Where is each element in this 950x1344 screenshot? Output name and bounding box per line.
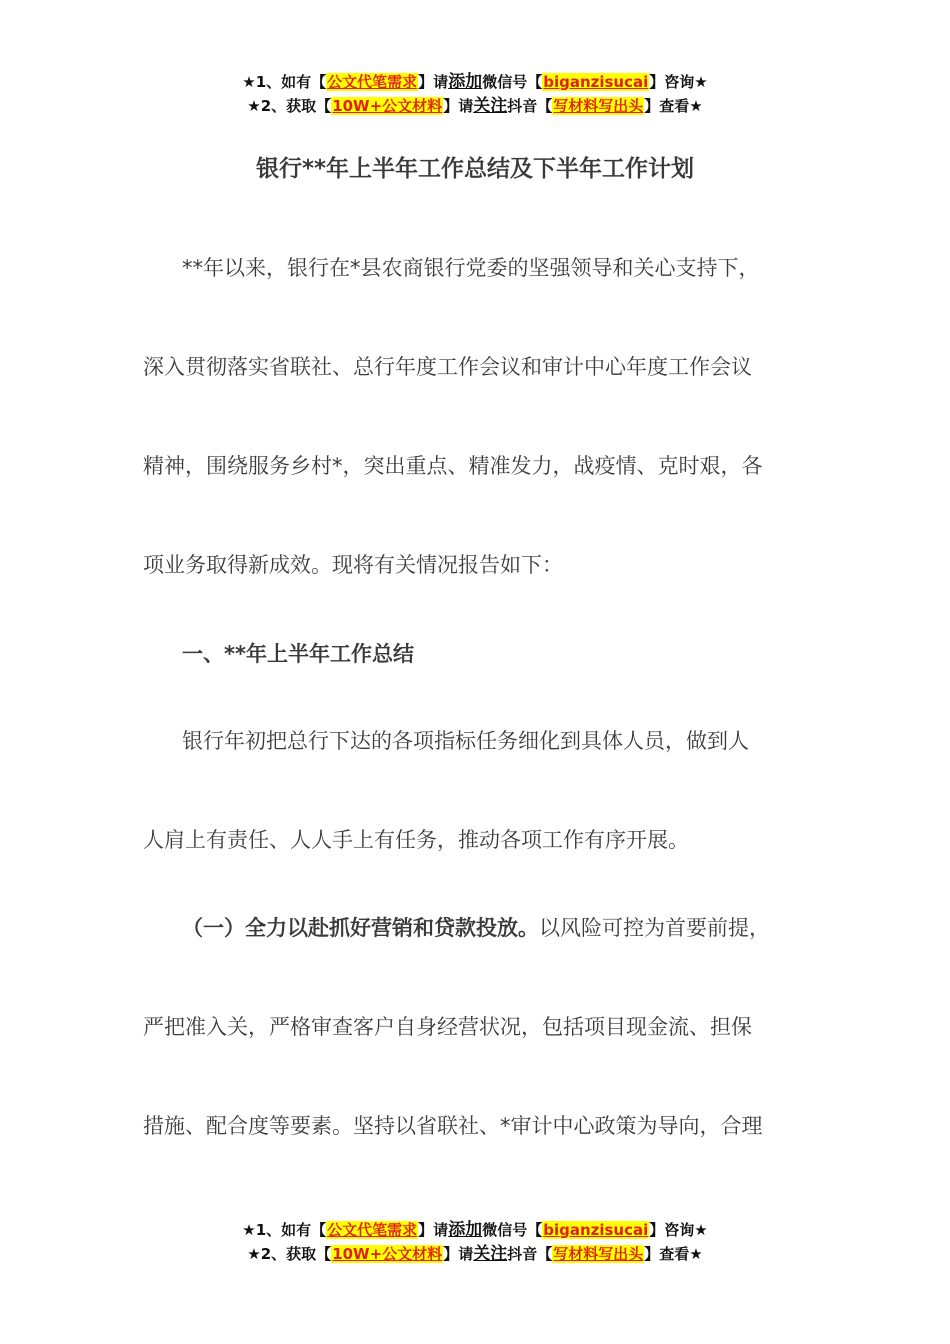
banner-text: 微信号【 — [482, 1221, 543, 1239]
banner-line-1 — [0, 1218, 950, 1242]
banner-underlined: 关注 — [473, 1244, 508, 1264]
subsection-heading: （一）全力以赴抓好营销和贷款投放。 — [182, 916, 539, 940]
banner-text: 微信号【 — [482, 73, 543, 91]
body-line: 项业务取得新成效。现将有关情况报告如下： — [143, 553, 563, 577]
banner-wechat-id: biganzisucai — [543, 1221, 649, 1239]
banner-highlight: 10W+公文材料 — [332, 1245, 443, 1263]
banner-text: 抖音【 — [507, 97, 553, 115]
banner-underlined: 添加 — [448, 1220, 483, 1240]
banner-wechat-id: biganzisucai — [543, 73, 649, 91]
banner-highlight: 公文代笔需求 — [327, 73, 418, 91]
body-line: 措施、配合度等要素。坚持以省联社、*审计中心政策为导向，合理 — [143, 1114, 763, 1138]
document-title: 银行**年上半年工作总结及下半年工作计划 — [255, 156, 695, 182]
banner-text: 】请 — [443, 1245, 474, 1263]
body-text: 以风险可控为首要前提， — [539, 916, 770, 940]
banner-line-1 — [0, 70, 950, 94]
body-line: 深入贯彻落实省联社、总行年度工作会议和审计中心年度工作会议 — [143, 355, 752, 379]
banner-text: 】查看★ — [644, 97, 703, 115]
banner-underlined: 关注 — [473, 96, 508, 116]
banner-text: ★2、获取【 — [247, 97, 332, 115]
banner-text: 抖音【 — [507, 1245, 553, 1263]
banner-text: 】请 — [443, 97, 474, 115]
banner-highlight: 10W+公文材料 — [332, 97, 443, 115]
banner-text: 】咨询★ — [649, 73, 708, 91]
body-line: 严把准入关，严格审查客户自身经营状况，包括项目现金流、担保 — [143, 1015, 752, 1039]
banner-line-2 — [0, 1242, 950, 1266]
body-line: 精神，围绕服务乡村*，突出重点、精准发力，战疫情、克时艰，各 — [143, 454, 763, 478]
banner-text: ★1、如有【 — [242, 1221, 327, 1239]
top-banner — [0, 70, 950, 118]
body-line: **年以来，银行在*县农商银行党委的坚强领导和关心支持下， — [182, 256, 760, 280]
bottom-banner — [0, 1218, 950, 1266]
banner-text: 】请 — [418, 73, 449, 91]
body-line: 银行年初把总行下达的各项指标任务细化到具体人员，做到人 — [182, 729, 749, 753]
section-heading: 一、**年上半年工作总结 — [182, 642, 414, 666]
banner-highlight: 公文代笔需求 — [327, 1221, 418, 1239]
body-line — [182, 912, 770, 942]
banner-line-2 — [0, 94, 950, 118]
banner-text: 】咨询★ — [649, 1221, 708, 1239]
banner-text: 】请 — [418, 1221, 449, 1239]
banner-douyin-id: 写材料写出头 — [553, 1245, 644, 1263]
banner-text: ★2、获取【 — [247, 1245, 332, 1263]
body-line: 人肩上有责任、人人手上有任务，推动各项工作有序开展。 — [143, 828, 689, 852]
banner-douyin-id: 写材料写出头 — [553, 97, 644, 115]
banner-underlined: 添加 — [448, 72, 483, 92]
banner-text: 】查看★ — [644, 1245, 703, 1263]
banner-text: ★1、如有【 — [242, 73, 327, 91]
